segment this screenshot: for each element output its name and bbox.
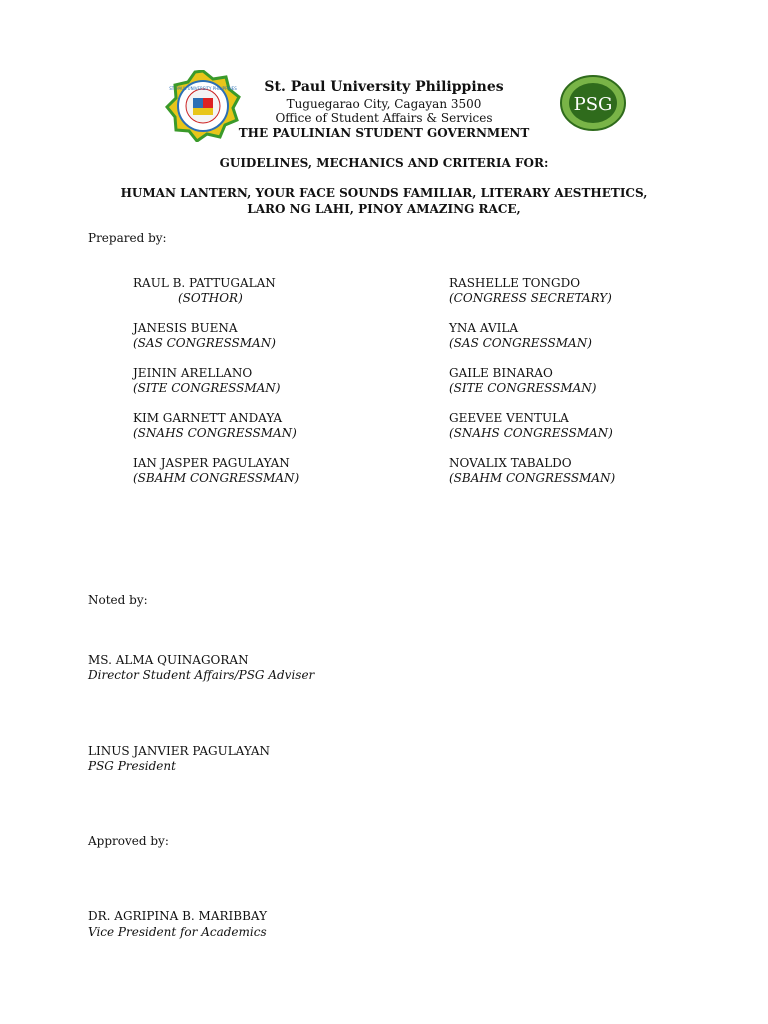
preparer-name: JANESIS BUENA [133, 321, 238, 335]
preparer-name: RASHELLE TONGDO [449, 276, 581, 290]
preparer-role: (SAS CONGRESSMAN) [449, 336, 592, 350]
university-city: Tuguegarao City, Cagayan 3500 [286, 97, 482, 111]
preparer-name: KIM GARNETT ANDAYA [133, 411, 283, 425]
prepared-by-label: Prepared by: [88, 231, 167, 245]
noter-role: Director Student Affairs/PSG Adviser [88, 668, 315, 682]
preparer-role: (SITE CONGRESSMAN) [449, 381, 597, 395]
seal-text: ST. PAUL UNIVERSITY PHILIPPINES [169, 86, 237, 91]
preparer-role: (SOTHOR) [178, 291, 243, 305]
preparer-name: GEEVEE VENTULA [449, 411, 569, 425]
preparer-role: (SITE CONGRESSMAN) [133, 381, 281, 395]
preparer-role: (CONGRESS SECRETARY) [449, 291, 612, 305]
approver-role: Vice President for Academics [88, 925, 267, 939]
preparer-name: NOVALIX TABALDO [449, 456, 572, 470]
preparer-name: IAN JASPER PAGULAYAN [133, 456, 290, 470]
noter-name: MS. ALMA QUINAGORAN [88, 653, 249, 667]
noter-role: PSG President [88, 759, 176, 773]
events-line-1: HUMAN LANTERN, YOUR FACE SOUNDS FAMILIAR, LITERARY AESTHETICS, [120, 186, 648, 200]
events-line-2: LARO NG LAHI, PINOY AMAZING RACE, [247, 202, 521, 216]
approved-by-label: Approved by: [88, 834, 169, 848]
preparer-role: (SAS CONGRESSMAN) [133, 336, 276, 350]
guidelines-title: GUIDELINES, MECHANICS AND CRITERIA FOR: [219, 156, 549, 170]
approver-name: DR. AGRIPINA B. MARIBBAY [88, 909, 268, 923]
preparer-name: JEININ ARELLANO [133, 366, 253, 380]
preparer-role: (SBAHM CONGRESSMAN) [449, 471, 616, 485]
preparer-name: RAUL B. PATTUGALAN [133, 276, 276, 290]
preparer-name: GAILE BINARAO [449, 366, 553, 380]
preparer-role: (SNAHS CONGRESSMAN) [449, 426, 613, 440]
university-name: St. Paul University Philippines [264, 79, 504, 95]
preparer-role: (SBAHM CONGRESSMAN) [133, 471, 300, 485]
noted-by-label: Noted by: [88, 593, 148, 607]
psg-logo-text: PSG [573, 94, 613, 115]
preparer-name: YNA AVILA [449, 321, 519, 335]
office-name: Office of Student Affairs & Services [275, 111, 493, 125]
student-government-name: THE PAULINIAN STUDENT GOVERNMENT [238, 126, 530, 140]
noter-name: LINUS JANVIER PAGULAYAN [88, 744, 270, 758]
preparer-role: (SNAHS CONGRESSMAN) [133, 426, 297, 440]
